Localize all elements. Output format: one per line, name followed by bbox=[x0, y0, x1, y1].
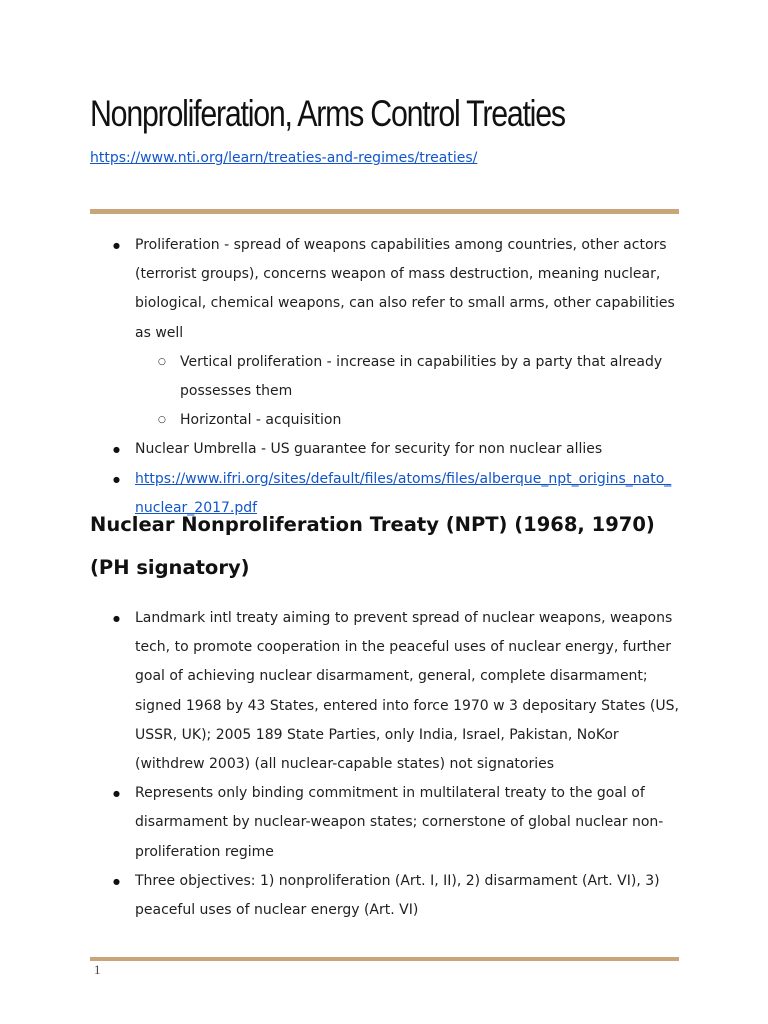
bottom-divider bbox=[90, 957, 679, 961]
source-link[interactable]: https://www.nti.org/learn/treaties-and-regimes/treaties/ bbox=[90, 150, 478, 166]
sub-list-item bbox=[90, 348, 680, 406]
npt-landmark-text: Landmark intl treaty aiming to prevent spread of nuclear weapons, weapons tech, to promote cooperation in the peaceful uses of nuclear energy, further goal of achieving nuclear disarmament, general, complete disarmament; signed 1968 by 43 States, entered into force 1970 w 3 depositary States (US, USSR, UK); 2005 189 State Parties, only India, Israel, Pakistan, NoKor (withdrew 2003) (all nuclear-capable states) not signatories bbox=[135, 610, 679, 773]
page-title: Nonproliferation, Arms Control Treaties bbox=[90, 93, 565, 134]
section-heading: Nuclear Nonproliferation Treaty (NPT) (1968, 1970) (PH signatory) bbox=[90, 513, 655, 579]
vertical-proliferation-text: Vertical proliferation - increase in capabilities by a party that already possesses them bbox=[180, 353, 663, 400]
list-item bbox=[90, 231, 680, 348]
intro-bullet-list bbox=[90, 231, 680, 523]
npt-bullet-list bbox=[90, 604, 680, 925]
sub-list-item bbox=[90, 406, 680, 435]
nuclear-umbrella-text: Nuclear Umbrella - US guarantee for security for non nuclear allies bbox=[135, 441, 603, 458]
proliferation-text: Proliferation - spread of weapons capabilities among countries, other actors (terrorist groups), concerns weapon of mass destruction, meaning nuclear, biological, chemical weapons, can also refer to small arms, other capabilities as well bbox=[135, 237, 675, 341]
list-item bbox=[90, 435, 680, 464]
npt-commitment-text: Represents only binding commitment in multilateral treaty to the goal of disarmament by nuclear-weapon states; cornerstone of global nuclear non-proliferation regime bbox=[135, 785, 664, 860]
ifri-pdf-link[interactable]: https://www.ifri.org/sites/default/files/atoms/files/alberque_npt_origins_nato_nuclear_2017.pdf bbox=[135, 470, 672, 516]
list-item bbox=[90, 867, 680, 925]
npt-objectives-text: Three objectives: 1) nonproliferation (Art. I, II), 2) disarmament (Art. VI), 3) peaceful uses of nuclear energy (Art. VI) bbox=[135, 872, 660, 919]
list-item bbox=[90, 604, 680, 779]
top-divider bbox=[90, 209, 679, 214]
horizontal-proliferation-text: Horizontal - acquisition bbox=[180, 412, 342, 429]
page-number: 1 bbox=[94, 962, 101, 977]
list-item bbox=[90, 779, 680, 867]
